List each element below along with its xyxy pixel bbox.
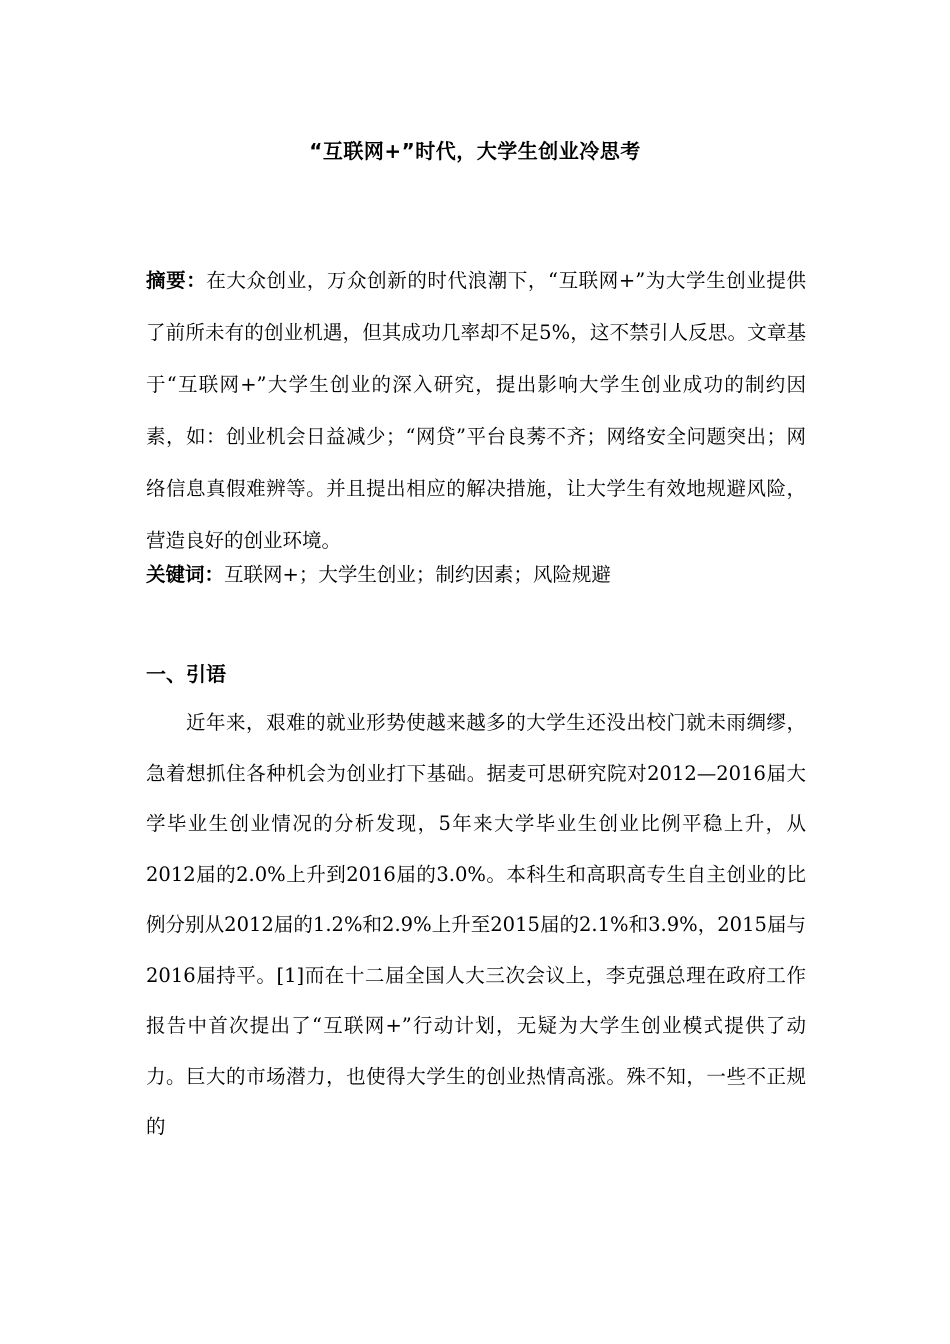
document-title: “互联网+”时代，大学生创业冷思考 — [309, 139, 641, 163]
keywords-line — [146, 549, 806, 601]
abstract-paragraph — [146, 255, 806, 567]
abstract-label: 摘要： — [146, 269, 207, 292]
body-paragraph: 近年来，艰难的就业形势使越来越多的大学生还没出校门就未雨绸缪，急着想抓住各种机会为创业打下基础。据麦可思研究院对2012—2016届大学毕业生创业情况的分析发现，5年来大学毕业生创业比例平稳上升，从2012届的2.0%上升到2016届的3.0%。本科生和高职高专生自主创业的比例分别从2012届的1.2%和2.9%上升至2015届的2.1%和3.9%，2015届与2016届持平。[1]而在十二届全国人大三次会议上，李克强总理在政府工作报告中首次提出了“互联网+”行动计划，无疑为大学生创业模式提供了动力。巨大的市场潜力，也使得大学生的创业热情高涨。殊不知，一些不正规的 — [146, 711, 806, 1138]
section-heading: 一、引语 — [146, 662, 226, 686]
keywords-text: 互联网+；大学生创业；制约因素；风险规避 — [224, 563, 611, 586]
keywords-label: 关键词： — [146, 563, 225, 586]
abstract-text: 在大众创业，万众创新的时代浪潮下，“互联网+”为大学生创业提供了前所未有的创业机遇，但其成功几率却不足5%，这不禁引人反思。文章基于“互联网+”大学生创业的深入研究，提出影响大学生创业成功的制约因素，如：创业机会日益减少；“网贷”平台良莠不齐；网络安全问题突出；网络信息真假难辨等。并且提出相应的解决措施，让大学生有效地规避风险，营造良好的创业环境。 — [146, 269, 806, 552]
